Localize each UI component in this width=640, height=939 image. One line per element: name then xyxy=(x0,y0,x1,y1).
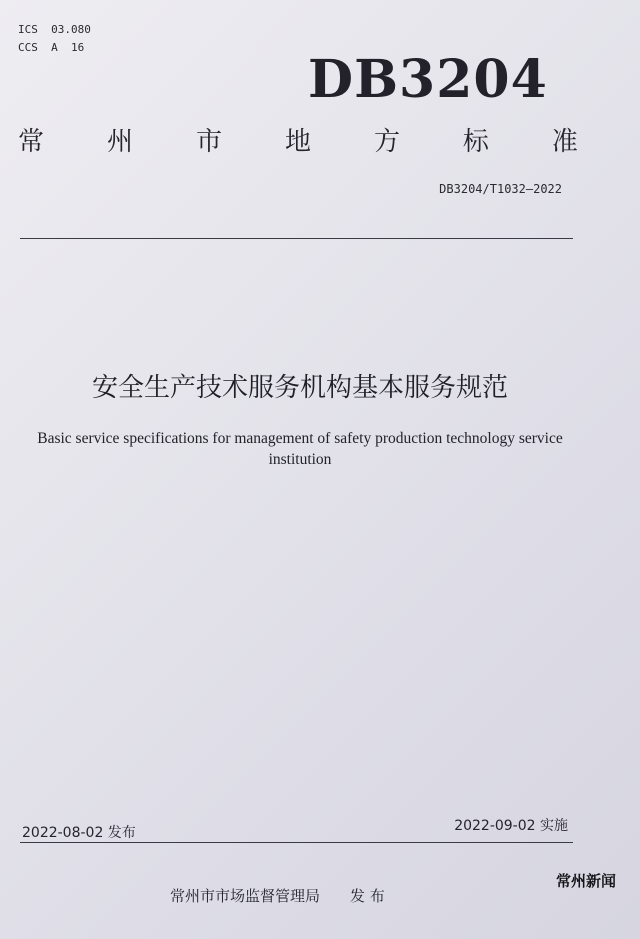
issue-date: 2022-08-02 发布 xyxy=(22,825,136,841)
ics-code: ICS 03.080 xyxy=(18,23,91,36)
standard-number: DB3204/T1032—2022 xyxy=(439,182,562,196)
watermark: 常州新闻 xyxy=(556,872,617,890)
standard-type-char: 方 xyxy=(373,127,400,157)
header-divider xyxy=(20,238,573,239)
ccs-code: CCS A 16 xyxy=(18,41,85,54)
title-english-line: institution xyxy=(268,451,332,468)
title-chinese: 安全生产技术服务机构基本服务规范 xyxy=(91,373,508,403)
publish-word: 发 布 xyxy=(350,887,385,905)
publisher-name: 常州市市场监督管理局 xyxy=(170,887,321,905)
standard-type-char: 常 xyxy=(18,127,45,157)
title-english-line: Basic service specifications for management of safety production technology service xyxy=(37,430,563,447)
title-english xyxy=(20,428,580,470)
db-logo xyxy=(308,49,548,110)
publisher-line xyxy=(170,885,385,906)
standard-type-char: 州 xyxy=(106,127,133,157)
standard-type-char: 地 xyxy=(284,127,311,157)
standard-type-char: 准 xyxy=(551,127,578,157)
db-logo-text: DB3204 xyxy=(308,49,548,110)
implementation-date: 2022-09-02 实施 xyxy=(454,818,568,834)
footer-divider xyxy=(20,842,573,843)
standard-type-char: 市 xyxy=(195,127,222,157)
standard-type-char: 标 xyxy=(462,127,489,157)
standard-type xyxy=(18,124,578,160)
